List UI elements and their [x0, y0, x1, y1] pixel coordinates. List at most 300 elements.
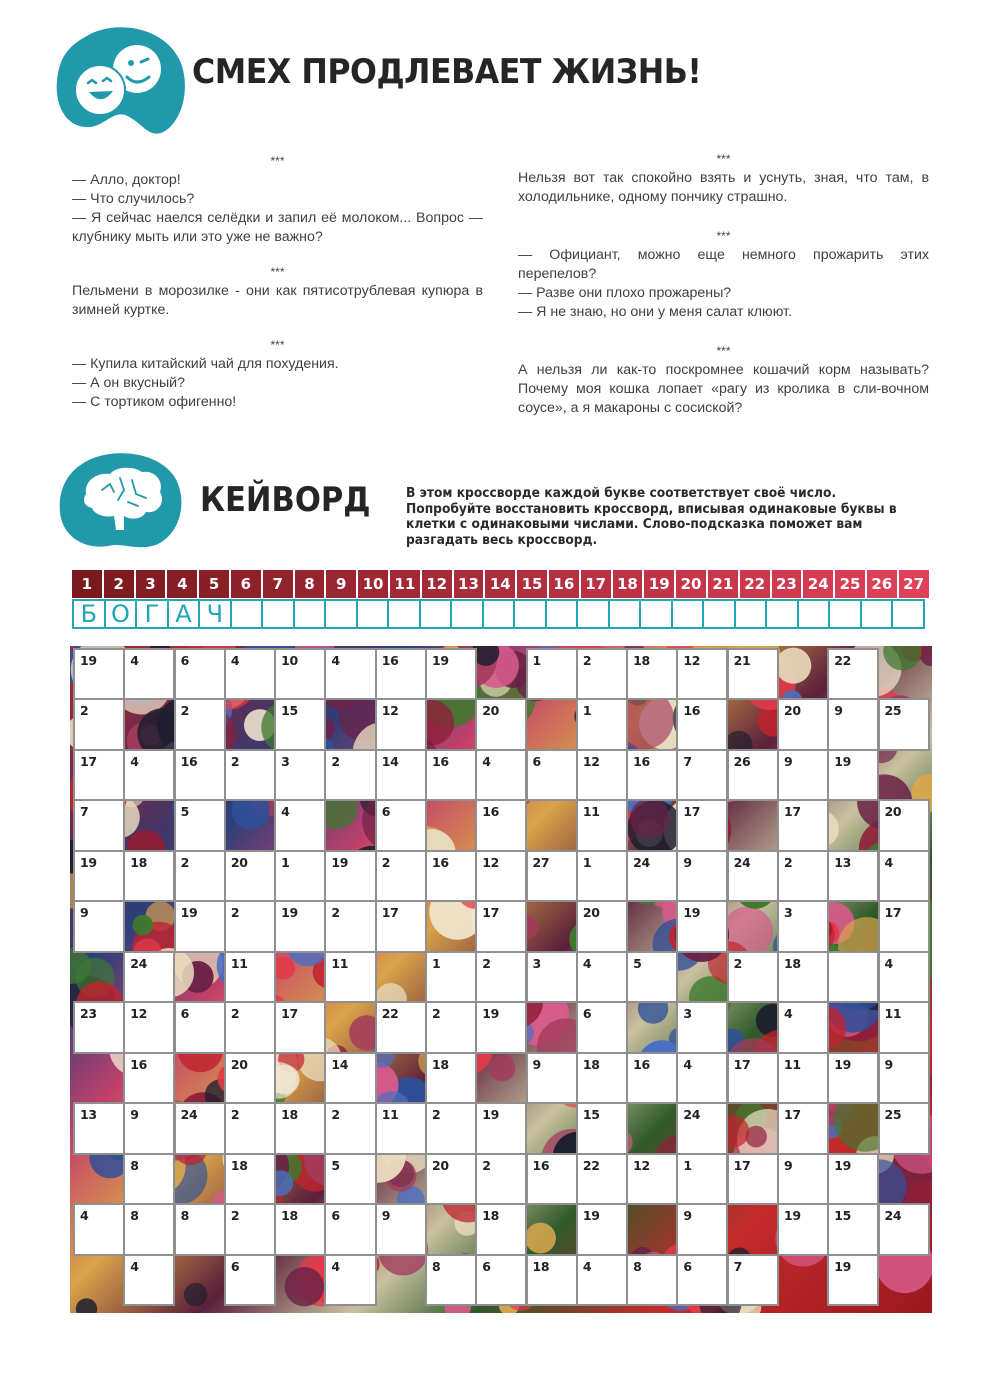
separator-stars: ***: [270, 265, 285, 279]
crossword-cell[interactable]: [276, 852, 324, 900]
crossword-cell[interactable]: [678, 1003, 726, 1051]
crossword-cell[interactable]: [427, 1054, 475, 1102]
key-letter-cell[interactable]: [515, 601, 547, 627]
crossword-cell[interactable]: [779, 801, 827, 849]
picture-block: [729, 1104, 777, 1152]
cell-number: 19: [834, 1056, 852, 1072]
cell-number: 16: [381, 653, 399, 668]
crossword-cell[interactable]: [377, 751, 425, 799]
picture-block: [729, 700, 777, 748]
crossword-cell[interactable]: [829, 1256, 877, 1304]
picture-block: [276, 953, 324, 1001]
crossword-cell[interactable]: [477, 852, 525, 900]
key-letter-cell[interactable]: [704, 601, 736, 627]
crossword-cell[interactable]: [427, 650, 475, 698]
crossword-cell[interactable]: [880, 902, 928, 950]
picture-block: [628, 801, 676, 849]
crossword-cell[interactable]: [276, 902, 324, 950]
cell-number: 22: [381, 1006, 399, 1022]
cell-number: 24: [683, 1107, 701, 1123]
crossword-cell[interactable]: [176, 700, 224, 748]
crossword-cell[interactable]: [75, 1104, 123, 1152]
crossword-cell[interactable]: [578, 1256, 626, 1304]
crossword-cell[interactable]: [729, 1054, 777, 1102]
cell-number: 19: [281, 905, 298, 921]
picture-block: [528, 801, 576, 849]
crossword-cell[interactable]: [729, 953, 777, 1001]
key-letter-cell[interactable]: [358, 601, 390, 627]
crossword-cell[interactable]: [578, 1205, 626, 1253]
crossword-cell[interactable]: [326, 1205, 374, 1253]
picture-block: [75, 1256, 123, 1304]
separator-stars: ***: [270, 338, 285, 352]
picture-block: [326, 700, 374, 748]
crossword-cell[interactable]: [578, 650, 626, 698]
crossword-cell[interactable]: [427, 1104, 475, 1152]
crossword-cell[interactable]: [125, 751, 173, 799]
crossword-cell[interactable]: [326, 902, 374, 950]
crossword-cell[interactable]: [276, 1205, 324, 1253]
crossword-cell[interactable]: [477, 700, 525, 748]
cell-number: 9: [834, 703, 843, 719]
crossword-cell[interactable]: [326, 1256, 374, 1304]
cell-number: 14: [381, 753, 399, 769]
crossword-board: [70, 646, 932, 1313]
crossword-cell[interactable]: [880, 1054, 928, 1102]
crossword-cell[interactable]: [829, 650, 877, 698]
crossword-cell[interactable]: [75, 751, 123, 799]
crossword-cell[interactable]: [477, 953, 525, 1001]
crossword-cell[interactable]: [226, 1205, 274, 1253]
cell-number: 18: [281, 1208, 298, 1224]
crossword-cell[interactable]: [779, 1205, 827, 1253]
crossword-cell[interactable]: [829, 953, 877, 1001]
cell-number: 4: [130, 653, 139, 668]
key-number: 23: [772, 570, 802, 598]
crossword-cell[interactable]: [75, 1003, 123, 1051]
cell-number: 18: [130, 854, 148, 870]
cell-number: 17: [80, 753, 97, 769]
cell-number: 18: [230, 1157, 248, 1173]
crossword-cell[interactable]: [276, 801, 324, 849]
crossword-cell[interactable]: [176, 650, 224, 698]
key-letter-cell[interactable]: [389, 601, 421, 627]
crossword-cell[interactable]: [477, 801, 525, 849]
crossword-cell[interactable]: [125, 1054, 173, 1102]
crossword-cell[interactable]: [427, 852, 475, 900]
crossword-cell[interactable]: [829, 751, 877, 799]
cell-number: 17: [733, 1157, 751, 1173]
crossword-cell[interactable]: [880, 1003, 928, 1051]
key-letter-cell[interactable]: [578, 601, 610, 627]
key-letter-cell[interactable]: [767, 601, 799, 627]
picture-block: [75, 953, 123, 1001]
crossword-cell[interactable]: [226, 1003, 274, 1051]
crossword-cell[interactable]: [377, 1003, 425, 1051]
crossword-cell[interactable]: [880, 852, 928, 900]
crossword-cell[interactable]: [779, 751, 827, 799]
crossword-cell[interactable]: [578, 1003, 626, 1051]
cell-number: 12: [130, 1006, 148, 1022]
cell-number: 9: [783, 1157, 793, 1173]
crossword-cell[interactable]: [176, 801, 224, 849]
cell-number: 12: [482, 854, 500, 870]
cell-number: 8: [130, 1208, 139, 1224]
crossword-cell[interactable]: [729, 1155, 777, 1203]
cell-number: 9: [80, 905, 89, 921]
cell-number: 2: [230, 1208, 240, 1224]
picture-block: [377, 953, 425, 1001]
picture-block: [628, 700, 676, 748]
crossword-cell[interactable]: [880, 953, 928, 1001]
picture-block: [427, 801, 475, 849]
crossword-cell[interactable]: [276, 1104, 324, 1152]
crossword-cell[interactable]: [226, 1256, 274, 1304]
cell-number: 24: [733, 854, 751, 870]
key-number: 18: [613, 570, 643, 598]
crossword-cell[interactable]: [377, 801, 425, 849]
crossword-cell[interactable]: [578, 1104, 626, 1152]
cell-number: 2: [381, 854, 391, 870]
cell-number: 11: [783, 1056, 801, 1072]
crossword-cell[interactable]: [75, 1205, 123, 1253]
key-letter-cell[interactable]: [232, 601, 264, 627]
key-letter-cell[interactable]: [326, 601, 358, 627]
crossword-cell[interactable]: [528, 1054, 576, 1102]
key-letter-cell[interactable]: [295, 601, 327, 627]
picture-block: [528, 1205, 576, 1253]
crossword-cell[interactable]: [678, 801, 726, 849]
key-letter-cell[interactable]: Г: [137, 601, 169, 627]
key-letter-cell[interactable]: [641, 601, 673, 627]
key-letter-cell[interactable]: [610, 601, 642, 627]
crossword-cell[interactable]: [779, 1155, 827, 1203]
crossword-cell[interactable]: [729, 852, 777, 900]
cell-number: 6: [180, 1006, 189, 1022]
cell-number: 16: [431, 854, 449, 870]
key-letter-cell[interactable]: [421, 601, 453, 627]
cell-number: 25: [884, 1107, 902, 1123]
cell-number: 24: [884, 1208, 902, 1224]
cell-number: 9: [683, 854, 692, 870]
joke-line: — А он вкусный?: [72, 375, 185, 391]
crossword-cell[interactable]: [176, 902, 224, 950]
picture-block: [125, 801, 173, 849]
cell-number: 15: [582, 1107, 600, 1123]
crossword-cell[interactable]: [477, 1003, 525, 1051]
crossword-cell[interactable]: [326, 1054, 374, 1102]
joke-line: Нельзя вот так спокойно взять и уснуть, зная, что там, в холодильнике, одному пончику страшно.: [518, 170, 929, 205]
crossword-cell[interactable]: [678, 650, 726, 698]
key-number: 10: [358, 570, 388, 598]
cell-number: 21: [733, 653, 751, 668]
cell-number: 22: [582, 1157, 600, 1173]
crossword-cell[interactable]: [427, 953, 475, 1001]
picture-block: [326, 1003, 374, 1051]
cell-number: 19: [783, 1208, 801, 1224]
cell-number: 2: [230, 753, 240, 769]
key-number: 4: [167, 570, 197, 598]
crossword-cell[interactable]: [528, 1155, 576, 1203]
cell-number: 4: [80, 1208, 89, 1224]
crossword-cell[interactable]: [226, 852, 274, 900]
cell-number: 27: [532, 854, 550, 870]
cell-number: 9: [381, 1208, 391, 1224]
crossword-cell[interactable]: [377, 700, 425, 748]
cell-number: 11: [230, 955, 248, 971]
crossword-cell[interactable]: [779, 1104, 827, 1152]
cell-number: 2: [180, 703, 189, 719]
picture-block: [678, 953, 726, 1001]
crossword-cell[interactable]: [176, 751, 224, 799]
crossword-cell[interactable]: [779, 852, 827, 900]
cell-number: 2: [230, 1107, 240, 1123]
crossword-cell[interactable]: [226, 751, 274, 799]
crossword-cell[interactable]: [678, 1054, 726, 1102]
crossword-cell[interactable]: [176, 1104, 224, 1152]
crossword-cell[interactable]: [427, 1256, 475, 1304]
cell-number: 19: [80, 854, 97, 870]
crossword-cell[interactable]: [326, 1155, 374, 1203]
crossword-cell[interactable]: [779, 1054, 827, 1102]
key-letter-cell[interactable]: А: [169, 601, 201, 627]
crossword-cell[interactable]: [276, 1003, 324, 1051]
cell-number: 19: [331, 854, 349, 870]
crossword-cell[interactable]: [628, 1155, 676, 1203]
key-letter-cell[interactable]: Ч: [200, 601, 232, 627]
cell-number: 18: [582, 1056, 600, 1072]
crossword-cell[interactable]: [528, 1256, 576, 1304]
crossword-cell[interactable]: [377, 650, 425, 698]
crossword-cell[interactable]: [176, 852, 224, 900]
crossword-cell[interactable]: [276, 700, 324, 748]
crossword-cell[interactable]: [528, 953, 576, 1001]
picture-block: [880, 1256, 928, 1304]
crossword-cell[interactable]: [829, 1155, 877, 1203]
key-number: 8: [295, 570, 325, 598]
cell-number: 1: [431, 955, 441, 971]
crossword-cell[interactable]: [276, 751, 324, 799]
crossword-cell[interactable]: [678, 1256, 726, 1304]
crossword-cell[interactable]: [528, 852, 576, 900]
joke-line: — Купила китайский чай для похудения.: [72, 356, 339, 372]
cell-number: 6: [381, 804, 391, 820]
crossword-cell[interactable]: [125, 1256, 173, 1304]
picture-block: [176, 953, 224, 1001]
crossword-cell[interactable]: [477, 1256, 525, 1304]
joke: [72, 265, 483, 320]
cell-number: 24: [180, 1107, 198, 1123]
key-number: 3: [136, 570, 166, 598]
key-letter-cell[interactable]: [736, 601, 768, 627]
key-letter-cell[interactable]: [830, 601, 862, 627]
key-number: 13: [454, 570, 484, 598]
key-letter-cell[interactable]: [484, 601, 516, 627]
crossword-cell[interactable]: [125, 1205, 173, 1253]
crossword-cell[interactable]: [176, 1003, 224, 1051]
cell-number: 17: [281, 1006, 298, 1022]
crossword-cell[interactable]: [226, 1155, 274, 1203]
crossword-cell[interactable]: [75, 852, 123, 900]
crossword-cell[interactable]: [779, 953, 827, 1001]
crossword-cell[interactable]: [578, 801, 626, 849]
cell-number: 9: [783, 753, 793, 769]
key-number: 26: [867, 570, 897, 598]
cell-number: 17: [683, 804, 701, 820]
crossword-cell[interactable]: [578, 852, 626, 900]
cell-number: 8: [180, 1208, 189, 1224]
crossword-cell[interactable]: [377, 1104, 425, 1152]
crossword-cell[interactable]: [326, 650, 374, 698]
picture-block: [628, 1104, 676, 1152]
crossword-cell[interactable]: [176, 1205, 224, 1253]
crossword-cell[interactable]: [226, 1104, 274, 1152]
cell-number: 9: [532, 1056, 541, 1072]
crossword-cell[interactable]: [779, 902, 827, 950]
cell-number: 19: [834, 1157, 852, 1173]
cell-number: 7: [733, 1258, 743, 1274]
crossword-cell[interactable]: [528, 650, 576, 698]
joke-line: — Алло, доктор!: [72, 172, 181, 188]
crossword-cell[interactable]: [125, 650, 173, 698]
crossword-cell[interactable]: [678, 1155, 726, 1203]
crossword-cell[interactable]: [678, 852, 726, 900]
key-letter-cell[interactable]: [673, 601, 705, 627]
key-number: 5: [199, 570, 229, 598]
crossword-cell[interactable]: [125, 1104, 173, 1152]
crossword-cell[interactable]: [125, 1155, 173, 1203]
cell-number: 2: [331, 905, 340, 921]
cell-number: 8: [431, 1258, 441, 1274]
crossword-cell[interactable]: [829, 852, 877, 900]
crossword-cell[interactable]: [678, 700, 726, 748]
crossword-cell[interactable]: [477, 1155, 525, 1203]
picture-block: [779, 650, 827, 698]
crossword-cell[interactable]: [226, 1054, 274, 1102]
crossword-cell[interactable]: [578, 700, 626, 748]
crossword-cell[interactable]: [678, 902, 726, 950]
key-letter-cell[interactable]: [799, 601, 831, 627]
cell-number: 11: [582, 804, 600, 820]
cell-number: 11: [381, 1107, 399, 1123]
cell-number: 18: [633, 653, 650, 668]
crossword-cell[interactable]: [326, 953, 374, 1001]
key-number: 2: [104, 570, 134, 598]
crossword-cell[interactable]: [678, 1205, 726, 1253]
key-letter-cell[interactable]: [862, 601, 894, 627]
cell-number: 19: [683, 905, 701, 921]
crossword-cell[interactable]: [829, 1054, 877, 1102]
crossword-cell[interactable]: [678, 1104, 726, 1152]
crossword-cell[interactable]: [125, 852, 173, 900]
crossword-cell[interactable]: [377, 852, 425, 900]
crossword-cell[interactable]: [125, 1003, 173, 1051]
crossword-cell[interactable]: [578, 953, 626, 1001]
crossword-cell[interactable]: [880, 1205, 928, 1253]
crossword-cell[interactable]: [880, 801, 928, 849]
cell-number: 8: [130, 1157, 139, 1173]
crossword-cell[interactable]: [75, 700, 123, 748]
key-letter-cell[interactable]: [893, 601, 923, 627]
cell-number: 18: [281, 1107, 298, 1123]
crossword-cell[interactable]: [628, 650, 676, 698]
crossword-cell[interactable]: [377, 1205, 425, 1253]
crossword-cell[interactable]: [678, 751, 726, 799]
crossword-cell[interactable]: [477, 1205, 525, 1253]
key-letter-cell[interactable]: Б: [74, 601, 106, 627]
crossword-cell[interactable]: [628, 852, 676, 900]
cell-number: 20: [482, 703, 500, 719]
crossword-cell[interactable]: [326, 751, 374, 799]
crossword-cell[interactable]: [226, 650, 274, 698]
crossword-cell[interactable]: [628, 751, 676, 799]
crossword-cell[interactable]: [779, 1003, 827, 1051]
cell-number: 13: [834, 854, 852, 870]
key-letter-cell[interactable]: [263, 601, 295, 627]
cell-number: 13: [80, 1107, 97, 1123]
key-number: 20: [676, 570, 706, 598]
key-number: 24: [803, 570, 833, 598]
crossword-cell[interactable]: [427, 1003, 475, 1051]
picture-block: [528, 700, 576, 748]
crossword-cell[interactable]: [75, 801, 123, 849]
crossword-cell[interactable]: [779, 700, 827, 748]
crossword-cell[interactable]: [729, 751, 777, 799]
crossword-cell[interactable]: [528, 751, 576, 799]
crossword-cell[interactable]: [729, 650, 777, 698]
cell-number: 20: [783, 703, 801, 719]
crossword-cell[interactable]: [578, 1054, 626, 1102]
crossword-cell[interactable]: [880, 1104, 928, 1152]
cell-number: 4: [482, 753, 491, 769]
crossword-cell[interactable]: [427, 751, 475, 799]
crossword-cell[interactable]: [477, 1104, 525, 1152]
crossword-cell[interactable]: [729, 1256, 777, 1304]
crossword-cell[interactable]: [477, 751, 525, 799]
picture-block: [125, 902, 173, 950]
crossword-cell[interactable]: [477, 902, 525, 950]
crossword-cell[interactable]: [427, 1155, 475, 1203]
crossword-cell[interactable]: [829, 1205, 877, 1253]
crossword-cell[interactable]: [880, 700, 928, 748]
crossword-cell[interactable]: [628, 1256, 676, 1304]
crossword-cell[interactable]: [125, 953, 173, 1001]
crossword-cell[interactable]: [226, 953, 274, 1001]
crossword-cell[interactable]: [326, 1104, 374, 1152]
crossword-cell[interactable]: [628, 1054, 676, 1102]
crossword-cell[interactable]: [377, 902, 425, 950]
crossword-cell[interactable]: [628, 953, 676, 1001]
crossword-cell[interactable]: [578, 902, 626, 950]
cell-number: 16: [431, 753, 449, 769]
crossword-cell[interactable]: [226, 902, 274, 950]
crossword-cell[interactable]: [578, 1155, 626, 1203]
crossword-cell[interactable]: [276, 650, 324, 698]
key-letter-cell[interactable]: [452, 601, 484, 627]
cell-number: 1: [532, 653, 541, 668]
cell-number: 20: [431, 1157, 449, 1173]
cell-number: 3: [783, 905, 793, 921]
cell-number: 17: [381, 905, 399, 921]
key-letter-cell[interactable]: [547, 601, 579, 627]
crossword-cell[interactable]: [326, 852, 374, 900]
crossword-cell[interactable]: [578, 751, 626, 799]
key-number: 27: [899, 570, 929, 598]
crossword-cell[interactable]: [829, 700, 877, 748]
crossword-cell[interactable]: [75, 650, 123, 698]
key-letter-cell[interactable]: О: [106, 601, 138, 627]
crossword-cell[interactable]: [75, 902, 123, 950]
